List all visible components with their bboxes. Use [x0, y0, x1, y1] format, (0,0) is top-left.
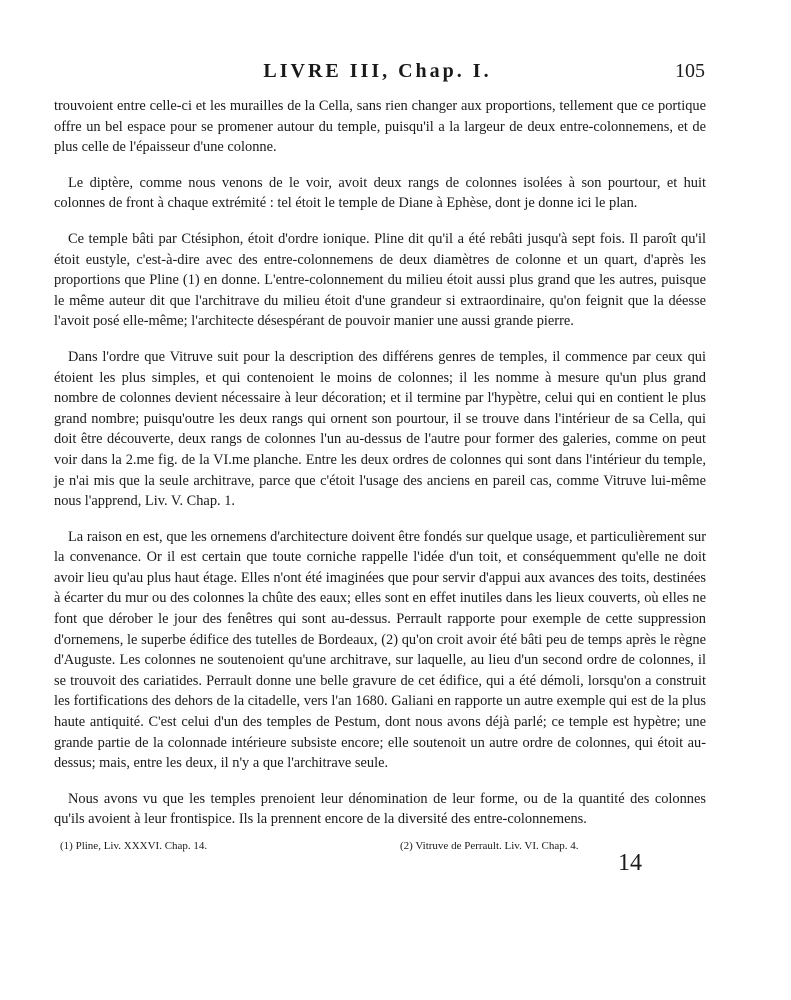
footnote-1: (1) Pline, Liv. XXXVI. Chap. 14. [60, 840, 208, 852]
page-number: 105 [675, 60, 705, 82]
paragraph-1: trouvoient entre celle-ci et les murailles de la Cella, sans rien changer aux proportions, tellement que ce portique offre un bel espace pour se promener autour du temple, puisqu'il a la largeur de deux entre-colonnemens, et de plus celle de l'épaisseur d'une colonne. [54, 98, 706, 156]
paragraph-3: Ce temple bâti par Ctésiphon, étoit d'ordre ionique. Pline dit qu'il a été rebâti jusqu'à sept fois. Il paroît qu'il étoit eustyle, c'est-à-dire avec des entre-colonnemens de deux diamètres de colonne et un quart, d'après les proportions que Pline (1) en donne. L'entre-colonnement du milieu étoit aussi plus grand que les autres, puisque le même auteur dit que l'architrave du milieu étoit d'une grandeur si extraordinaire, qu'on feignit que la déesse l'avoit posé elle-même; l'architecte désespérant de pouvoir manier une aussi grande pierre. [54, 230, 706, 330]
running-title: LIVRE III, Chap. I. [263, 60, 492, 82]
body-text [54, 96, 706, 845]
running-header [50, 60, 705, 88]
paragraph-6: Nous avons vu que les temples prenoient leur dénomination de leur forme, ou de la quantité des colonnes qu'ils avoient à leur frontispice. Ils la prennent encore de la diversité des entre-colonnemens. [54, 790, 706, 828]
footnote-2: (2) Vitruve de Perrault. Liv. VI. Chap. 4. [400, 840, 579, 852]
footnotes [60, 840, 620, 860]
paragraph-5: La raison en est, que les ornemens d'architecture doivent être fondés sur quelque usage, et particulièrement sur la convenance. Or il est certain que toute corniche rappelle l'idée d'un toit, et conséquemment qu'elle ne doit avoir lieu qu'au plus haut étage. Elles n'ont été imaginées que pour servir d'appui aux avances des toits, destinées à écarter du mur ou des colonnes la chûte des eaux; elles sont en effet inutiles dans les lieux couverts, où elles ne font que dérober le jour des fenêtres qui sont au-dessus. Perrault rapporte pour exemple de cette suppression d'ornemens, le superbe édifice des tutelles de Bordeaux, (2) qu'on croit avoir été bâti peu de temps après le règne d'Auguste. Les colonnes ne soutenoient qu'une architrave, sur laquelle, au lieu d'un second ordre de colonnes, il se trouvoit des cariatides. Perrault donne une belle gravure de cet édifice, qui a été démoli, lorsqu'on a construit les fortifications des dehors de la citadelle, vers l'an 1680. Galiani en rapporte un autre exemple qui est de la plus haute antiquité. C'est celui d'un des temples de Pestum, dont nous avons déjà parlé; ce temple est hypètre; une grande partie de la colonnade intérieure subsiste encore; elle soutenoit un autre ordre de colonnes, qui étoit au-dessus; mais, entre les deux, il n'y a que l'architrave seule. [54, 528, 706, 772]
paragraph-4: Dans l'ordre que Vitruve suit pour la description des différens genres de temples, il commence par ceux qui étoient les plus simples, et qui contenoient le moins de colonnes; il les nomme à mesure qu'un plus grand nombre de colonnes devient nécessaire à leur décoration; et il termine par l'hypètre, celui qui en contient le plus grand nombre; puisqu'outre les deux rangs qui ornent son pourtour, il se trouve dans l'intérieur de sa Cella, qui doit être découverte, deux rangs de colonnes l'un au-dessus de l'autre pour former des galeries, comme on peut voir dans la 2.me fig. de la VI.me planche. Entre les deux ordres de colonnes qui sont dans l'intérieur du temple, je n'ai mis que la seule architrave, parce que c'étoit l'usage des anciens en pareil cas, comme Vitruve lui-même nous l'apprend, Liv. V. Chap. 1. [54, 348, 706, 510]
signature-mark: 14 [618, 850, 642, 876]
paragraph-2: Le diptère, comme nous venons de le voir, avoit deux rangs de colonnes isolées à son pourtour, et huit colonnes de front à chaque extrémité : tel étoit le temple de Diane à Ephèse, dont je donne ici le plan. [54, 174, 706, 212]
